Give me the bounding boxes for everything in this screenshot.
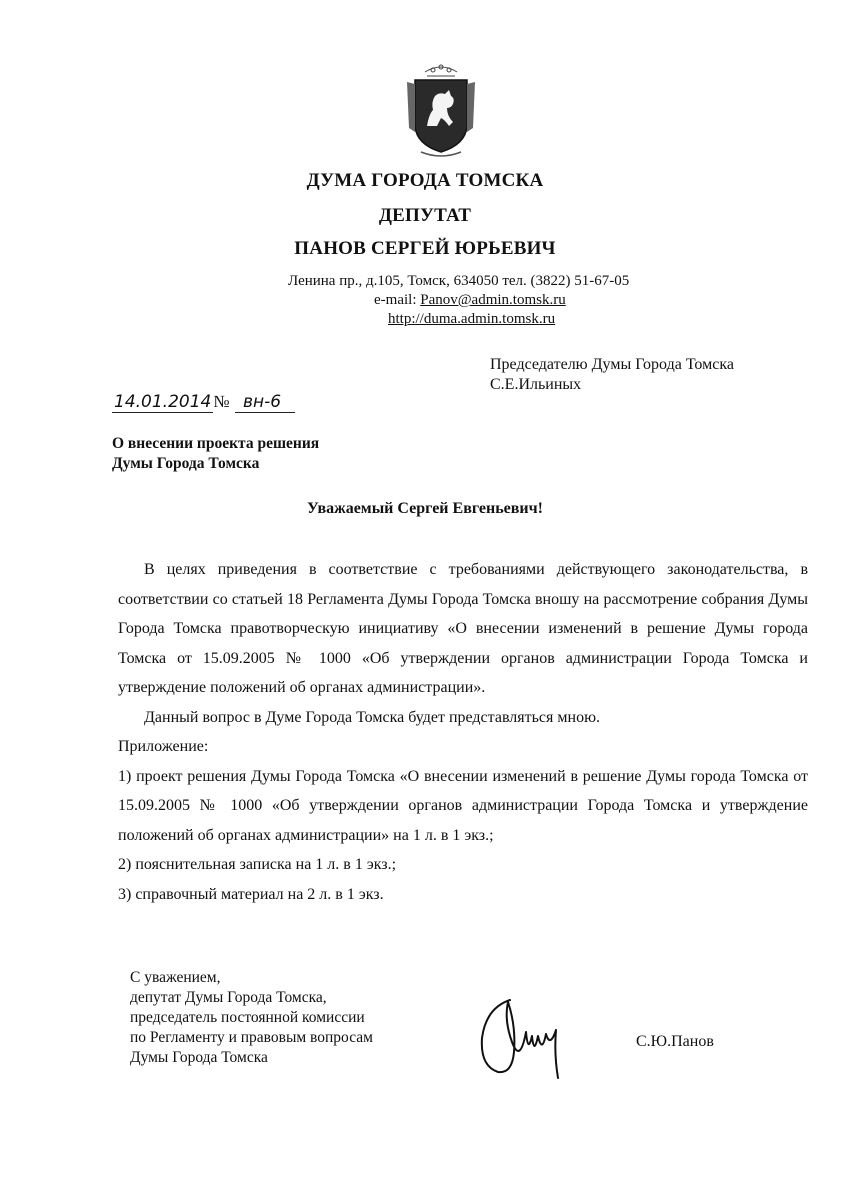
- signer-name: С.Ю.Панов: [636, 1033, 714, 1050]
- subject-line-1: О внесении проекта решения: [112, 435, 320, 452]
- attachment-item-2: 2) пояснительная записка на 1 л. в 1 экз.;: [118, 856, 397, 873]
- subject: [112, 434, 319, 474]
- letter-body: [118, 555, 808, 909]
- paragraph-1: В целях приведения в соответствие с требованиями действующего законодательства, в соответствии со статьей 18 Регламента Думы Города Томска вношу на рассмотрение собрания Думы Города Томска правотворческую инициативу «О внесении изменений в решение Думы города Томска от 15.09.2005 № 1000 «Об утверждении органов администрации Города Томска и утверждение положений об органах администрации».: [118, 561, 808, 696]
- attachment-item-3: 3) справочный материал на 2 л. в 1 экз.: [118, 885, 384, 903]
- signature-line-5: Думы Города Томска: [130, 1049, 268, 1066]
- addressee-name: С.Е.Ильиных: [490, 376, 582, 393]
- registration-stamp: [112, 392, 295, 413]
- attachments-label: Приложение:: [118, 738, 209, 755]
- org-name: ДУМА ГОРОДА ТОМСКА: [306, 170, 544, 191]
- registration-date: 14.01.2014: [114, 392, 212, 412]
- website-link[interactable]: http://duma.admin.tomsk.ru: [388, 311, 556, 327]
- email-link[interactable]: Panov@admin.tomsk.ru: [420, 292, 566, 308]
- greeting: Уважаемый Сергей Евгеньевич!: [307, 500, 543, 517]
- subject-line-2: Думы Города Томска: [112, 455, 260, 472]
- registration-number-sign: №: [213, 392, 230, 411]
- attachment-item-1: 1) проект решения Думы Города Томска «О внесении изменений в решение Думы города Томска от 15.09.2005 № 1000 «Об утверждении органов администрации Города Томска и утверждение положений об органах администрации» на 1 л. в 1 экз.;: [118, 767, 808, 844]
- registration-number: вн-6: [235, 392, 295, 413]
- addressee: [490, 355, 734, 395]
- address-line: Ленина пр., д.105, Томск, 634050 тел. (3822) 51-67-05: [288, 273, 630, 289]
- signature-line-4: по Регламенту и правовым вопросам: [130, 1029, 373, 1046]
- email-label: e-mail:: [374, 292, 417, 308]
- signature-line-3: председатель постоянной комиссии: [130, 1009, 365, 1026]
- website-line: [388, 310, 555, 329]
- handwritten-signature: [468, 992, 578, 1084]
- signature-line-1: С уважением,: [130, 969, 221, 986]
- signature-line-2: депутат Думы Города Томска,: [130, 989, 327, 1006]
- email-line: [374, 291, 566, 310]
- tomsk-coat-of-arms-icon: [403, 62, 479, 158]
- title-deputy: ДЕПУТАТ: [378, 205, 472, 226]
- addressee-title: Председателю Думы Города Томска: [490, 356, 734, 373]
- paragraph-2: Данный вопрос в Думе Города Томска будет представляться мною.: [144, 708, 601, 726]
- deputy-name: ПАНОВ СЕРГЕЙ ЮРЬЕВИЧ: [294, 238, 556, 259]
- signature-block: [130, 968, 373, 1068]
